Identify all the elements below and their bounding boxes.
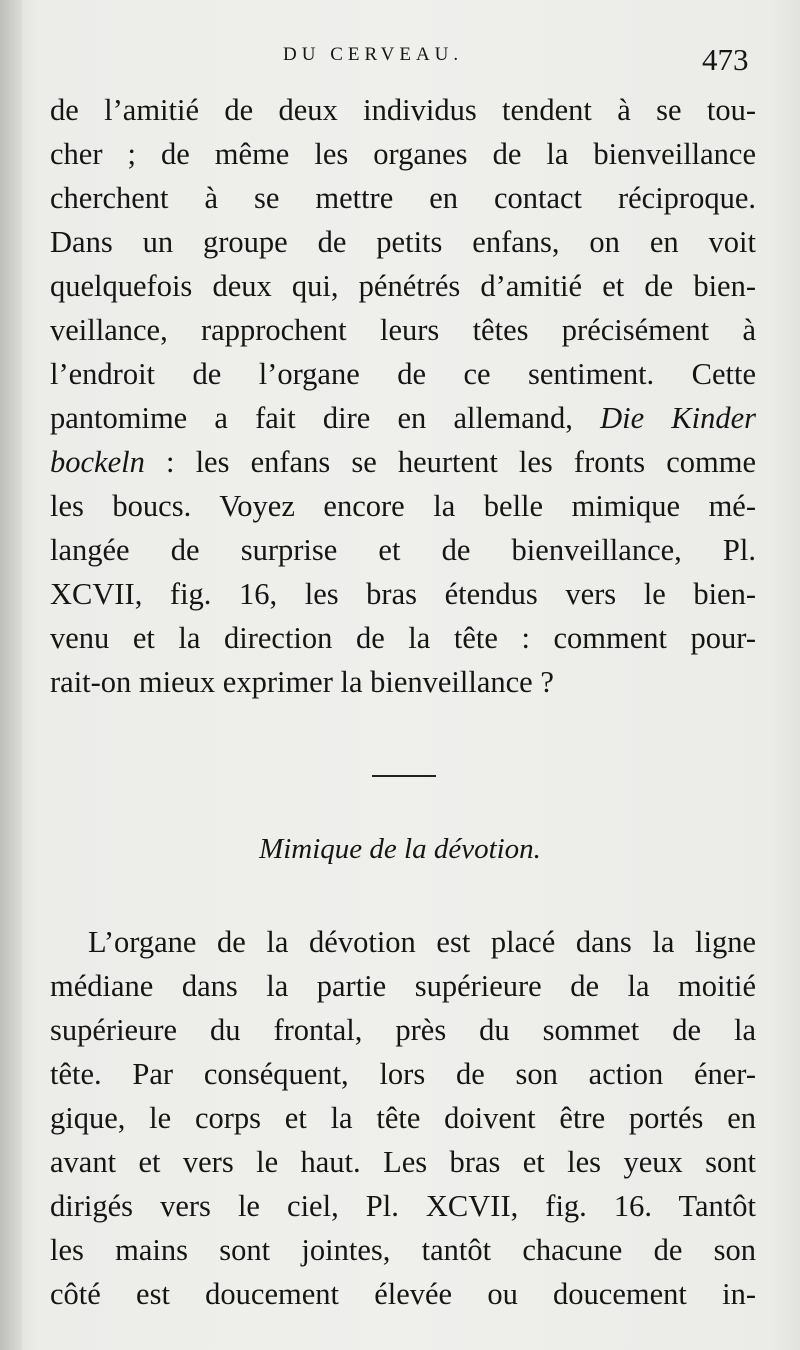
text-line: XCVII, fig. 16, les bras étendus vers le bien- xyxy=(50,577,756,611)
text-line: gique, le corps et la tête doivent être portés en xyxy=(50,1101,756,1135)
section-heading: Mimique de la dévotion. xyxy=(259,833,541,865)
text-line: dirigés vers le ciel, Pl. XCVII, fig. 16. Tantôt xyxy=(50,1189,756,1223)
text-line: tête. Par conséquent, lors de son action éner- xyxy=(50,1057,756,1091)
text-line: médiane dans la partie supérieure de la moitié xyxy=(50,969,756,1003)
text-line: supérieure du frontal, près du sommet de la xyxy=(50,1013,756,1047)
text-line: les mains sont jointes, tantôt chacune de son xyxy=(50,1233,756,1267)
text-line: côté est doucement élevée ou doucement in- xyxy=(50,1277,756,1311)
text-line: quelquefois deux qui, pénétrés d’amitié et de bien- xyxy=(50,269,756,303)
text-line: L’organe de la dévotion est placé dans la ligne xyxy=(88,925,756,959)
text-line: Dans un groupe de petits enfans, on en voit xyxy=(50,225,756,259)
text-line: bockeln : les enfans se heurtent les fronts comme xyxy=(50,445,756,479)
text-line: avant et vers le haut. Les bras et les yeux sont xyxy=(50,1145,756,1179)
text-line: l’endroit de l’organe de ce sentiment. Cette xyxy=(50,357,756,391)
text-line: de l’amitié de deux individus tendent à se tou- xyxy=(50,93,756,127)
running-head: DU CERVEAU. xyxy=(283,44,464,65)
text-line: cher ; de même les organes de la bienveillance xyxy=(50,137,756,171)
page-number: 473 xyxy=(702,42,749,77)
text-line: venu et la direction de la tête : comment pour- xyxy=(50,621,756,655)
text-line: cherchent à se mettre en contact réciproque. xyxy=(50,181,756,215)
text-line: rait-on mieux exprimer la bienveillance ? xyxy=(50,665,554,699)
text-line: pantomime a fait dire en allemand, Die Kinder xyxy=(50,401,756,435)
section-divider-rule xyxy=(372,775,436,777)
text-line: langée de surprise et de bienveillance, Pl. xyxy=(50,533,756,567)
text-line: les boucs. Voyez encore la belle mimique mé- xyxy=(50,489,756,523)
page-gutter-shadow xyxy=(0,0,22,1350)
text-line: veillance, rapprochent leurs têtes précisément à xyxy=(50,313,756,347)
